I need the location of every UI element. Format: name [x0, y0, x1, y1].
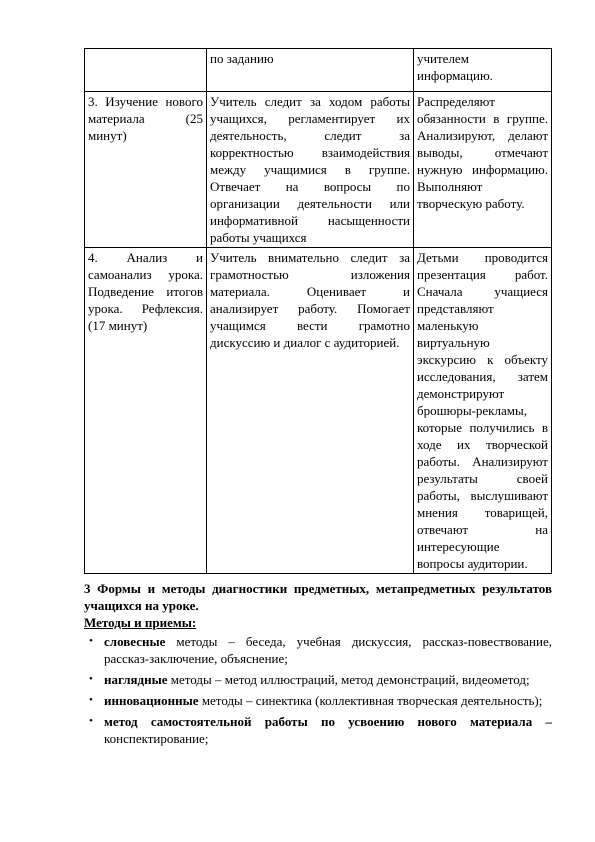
methods-list [84, 633, 552, 747]
teacher-activity-cell: по заданию [207, 49, 414, 92]
teacher-activity-cell: Учитель следит за ходом работы учащихся, регламентирует их деятельность, следит за корректностью взаимодействия между учащимися в группе. Отвечает на вопросы по организации деятельности или информативной насыщенности работы учащихся [207, 92, 414, 248]
student-activity-cell: Распределяют обязанности в группе. Анализируют, делают выводы, отмечают нужную информацию. Выполняют творческую работу. [414, 92, 552, 248]
section-title: 3 Формы и методы диагностики предметных, метапредметных результатов учащихся на уроке. [84, 581, 552, 613]
method-text: методы – беседа, учебная дискуссия, рассказ-повествование, рассказ-заключение, объяснение; [104, 634, 552, 666]
table-row [85, 248, 552, 574]
table-row [85, 49, 552, 92]
teacher-activity-cell: Учитель внимательно следит за грамотностью изложения материала. Оценивает и анализирует работу. Помогает учащимся вести грамотно дискуссию и диалог с аудиторией. [207, 248, 414, 574]
bullet-icon: • [89, 694, 93, 706]
student-activity-cell: учителем информацию. [414, 49, 552, 92]
method-lead: наглядные [104, 672, 168, 687]
method-text: методы – синектика (коллективная творческая деятельность); [198, 693, 543, 708]
bullet-icon: • [89, 715, 93, 727]
method-lead: словесные [104, 634, 166, 649]
bullet-icon: • [89, 673, 93, 685]
student-activity-cell: Детьми проводится презентация работ. Сначала учащиеся представляют маленькую виртуальную экскурсию к объекту исследования, затем демонстрируют брошюры-рекламы, которые получились в ходе их творческой работы. Анализируют результаты своей работы, выслушивают мнения товарищей, отвечают на интересующие вопросы аудитории. [414, 248, 552, 574]
method-text: методы – метод иллюстраций, метод демонстраций, видеометод; [167, 672, 530, 687]
diagnostics-section [84, 580, 552, 751]
table-row [85, 92, 552, 248]
list-item [89, 671, 552, 688]
stage-cell [85, 49, 207, 92]
lesson-plan-table [84, 48, 552, 574]
list-item [89, 692, 552, 709]
methods-heading: Методы и приемы: [84, 615, 197, 630]
method-text: конспектирование; [104, 731, 209, 746]
stage-cell: 3. Изучение нового материала (25 минут) [85, 92, 207, 248]
list-item [89, 713, 552, 747]
bullet-icon: • [89, 635, 93, 647]
list-item [89, 633, 552, 667]
stage-cell: 4. Анализ и самоанализ урока. Подведение итогов урока. Рефлексия. (17 минут) [85, 248, 207, 574]
method-lead: метод самостоятельной работы по усвоению нового материала – [104, 714, 552, 729]
method-lead: инновационные [104, 693, 199, 708]
